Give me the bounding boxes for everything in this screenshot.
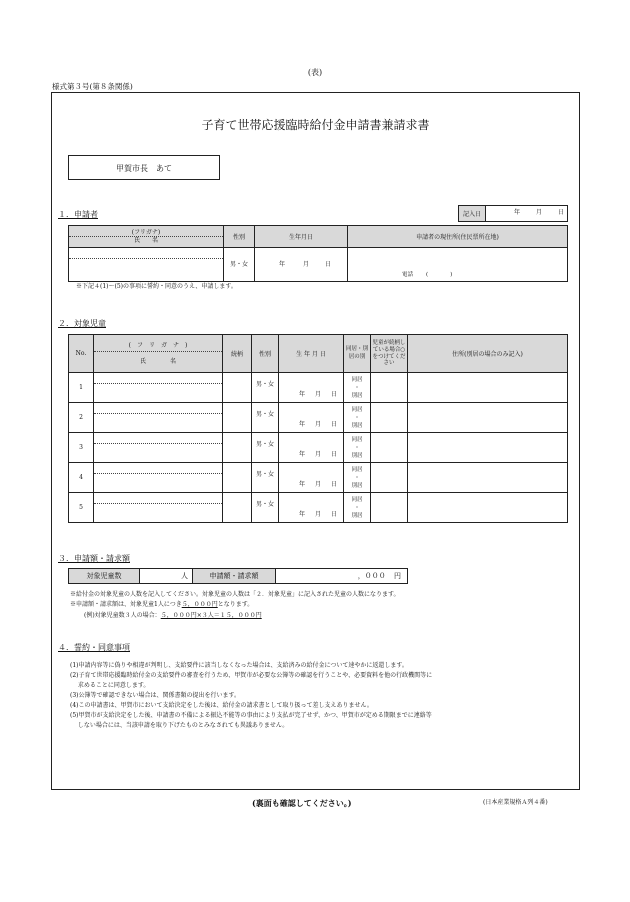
child-birth-year-unit: 年	[299, 511, 306, 518]
child-row	[69, 493, 568, 523]
child-count-field[interactable]	[140, 569, 193, 584]
child-name-label: 氏 名	[139, 358, 176, 365]
child-relation-field[interactable]	[223, 463, 252, 493]
child-no: 5	[69, 493, 94, 523]
child-cohabit-field[interactable]	[344, 403, 371, 433]
phone-label: 電話	[402, 272, 414, 278]
child-gender-field[interactable]: 男・女	[252, 373, 279, 403]
children-table	[68, 334, 568, 523]
back-page-note: (裏面も確認してください。)	[252, 798, 352, 808]
child-sibling-header: 児童が続柄している場合○をつけてください	[371, 335, 408, 373]
child-birth-year-unit: 年	[299, 481, 306, 488]
child-address-field[interactable]	[408, 403, 568, 433]
child-row	[69, 373, 568, 403]
child-address-field[interactable]	[408, 433, 568, 463]
cohabit-separator: ・	[354, 384, 360, 391]
child-address-header: 住所(別居の場合のみ記入)	[408, 335, 568, 373]
child-birth-header: 生 年 月 日	[279, 335, 344, 373]
child-birth-day-unit: 日	[331, 511, 338, 518]
amount-note-2	[70, 601, 253, 609]
amount-table	[68, 568, 408, 584]
section4-heading: ４．誓約・同意事項	[58, 643, 130, 652]
pledge-item-5-cont: しない場合には、当該申請を取り下げたものとみなされても異議ありません。	[70, 722, 289, 729]
child-count-label: 対象児童数	[69, 569, 140, 584]
child-cohabit-field[interactable]	[344, 463, 371, 493]
child-row	[69, 433, 568, 463]
cohabit-option-together: 同居	[351, 436, 363, 443]
applicant-name-field[interactable]	[69, 248, 224, 282]
child-birth-field[interactable]	[279, 403, 344, 433]
cohabit-option-apart: 別居	[351, 422, 363, 429]
child-no: 2	[69, 403, 94, 433]
section2-heading: ２．対象児童	[58, 319, 106, 328]
child-no: 3	[69, 433, 94, 463]
section3-heading: ３．申請額・請求額	[58, 554, 130, 563]
child-birth-month-unit: 月	[315, 481, 322, 488]
date-unit-day: 日	[558, 209, 565, 216]
child-relation-header: 続柄	[223, 335, 252, 373]
child-gender-header: 性別	[252, 335, 279, 373]
cohabit-separator: ・	[354, 474, 360, 481]
date-unit-year: 年	[514, 209, 521, 216]
amount-unit: 円	[394, 571, 401, 580]
cohabit-separator: ・	[354, 504, 360, 511]
applicant-name-header	[69, 226, 224, 248]
child-row	[69, 403, 568, 433]
child-birth-field[interactable]	[279, 493, 344, 523]
child-birth-month-unit: 月	[315, 421, 322, 428]
section1-heading: １．申請者	[58, 210, 98, 219]
pledge-list	[70, 661, 432, 731]
child-name-field[interactable]	[94, 463, 223, 493]
child-gender-field[interactable]: 男・女	[252, 433, 279, 463]
applicant-gender-field[interactable]: 男・女	[224, 248, 255, 282]
header-furigana: (フリガナ)	[69, 229, 223, 238]
child-furigana-header: ( フ リ ガ ナ )	[94, 342, 222, 353]
child-row	[69, 463, 568, 493]
child-relation-field[interactable]	[223, 403, 252, 433]
child-sibling-field[interactable]	[371, 463, 408, 493]
pledge-item-4: (4)この申請書は、甲賀市において支給決定をした後は、給付金の請求書として取り扱って差し支えありません。	[70, 702, 373, 709]
child-birth-month-unit: 月	[315, 391, 322, 398]
child-name-field[interactable]	[94, 433, 223, 463]
child-cohabit-field[interactable]	[344, 373, 371, 403]
amount-note-2-post: となります。	[217, 601, 254, 608]
child-birth-year-unit: 年	[299, 421, 306, 428]
pledge-item-5: (5)甲賀市が支給決定をした後、申請書の不備による振込不能等の事由により支払が完了せず、かつ、甲賀市が定める期限までに連絡等	[70, 712, 432, 719]
child-name-field[interactable]	[94, 373, 223, 403]
child-gender-field[interactable]: 男・女	[252, 493, 279, 523]
cohabit-option-apart: 別居	[351, 392, 363, 399]
cohabit-separator: ・	[354, 414, 360, 421]
date-unit-month: 月	[536, 209, 543, 216]
birth-unit-year: 年	[279, 261, 286, 268]
amount-value: ，０００	[357, 571, 386, 580]
addressee-box: 甲賀市長 あて	[68, 155, 220, 180]
child-birth-day-unit: 日	[331, 391, 338, 398]
birth-unit-day: 日	[325, 261, 332, 268]
child-relation-field[interactable]	[223, 373, 252, 403]
cohabit-separator: ・	[354, 444, 360, 451]
child-name-field[interactable]	[94, 493, 223, 523]
child-address-field[interactable]	[408, 463, 568, 493]
child-sibling-field[interactable]	[371, 373, 408, 403]
page-title: 子育て世帯応援臨時給付金申請書兼請求書	[201, 118, 430, 132]
child-birth-field[interactable]	[279, 433, 344, 463]
header-name: 氏 名	[133, 237, 158, 244]
child-no: 1	[69, 373, 94, 403]
applicant-address-field[interactable]	[348, 248, 568, 282]
child-gender-field[interactable]: 男・女	[252, 403, 279, 433]
amount-note-2-amount: ５，０００円	[181, 601, 218, 608]
form-number: 様式第３号(第８条関係)	[52, 82, 133, 91]
amount-example-calc: ５，０００円×３人＝１５，０００円	[160, 612, 262, 619]
applicant-note: ※下記４(1)～(5)の事項に誓約・同意のうえ、申請します。	[76, 283, 237, 290]
pledge-item-2-cont: 求めることに同意します。	[70, 682, 150, 689]
pledge-item-1: (1)申請内容等に偽りや相違が判明し、支給要件に該当しなくなった場合は、支給済みの給付金について速やかに返還します。	[70, 662, 408, 669]
child-name-header	[94, 335, 223, 373]
amount-field[interactable]	[276, 569, 408, 584]
phone-field[interactable]: ( )	[426, 272, 453, 278]
child-no: 4	[69, 463, 94, 493]
child-birth-day-unit: 日	[331, 481, 338, 488]
paper-size-note: (日本産業規格Ａ列４番)	[483, 799, 548, 806]
cohabit-option-apart: 別居	[351, 482, 363, 489]
amount-note-1: ※給付金の対象児童の人数を記入してください。対象児童の人数は「２．対象児童」に記入された児童の人数になります。	[70, 591, 400, 598]
amount-label: 申請額・請求額	[193, 569, 276, 584]
birth-unit-month: 月	[303, 261, 310, 268]
applicant-address-header: 申請者の現住所(住民票所在地)	[348, 226, 568, 248]
child-birth-day-unit: 日	[331, 421, 338, 428]
cohabit-option-together: 同居	[351, 406, 363, 413]
child-birth-year-unit: 年	[299, 391, 306, 398]
child-address-field[interactable]	[408, 493, 568, 523]
child-sibling-field[interactable]	[371, 403, 408, 433]
child-birth-field[interactable]	[279, 373, 344, 403]
pledge-item-2: (2)子育て世帯応援臨時給付金の支給要件の審査を行うため、甲賀市が必要な公簿等の確認を行うことや、必要資料を他の行政機関等に	[70, 672, 433, 679]
child-cohabit-header: 同居・別居の別	[344, 335, 371, 373]
child-no-header: No.	[69, 335, 94, 373]
entry-date-label: 記入日	[459, 206, 486, 222]
applicant-gender-header: 性別	[224, 226, 255, 248]
cohabit-option-apart: 別居	[351, 512, 363, 519]
amount-example	[84, 612, 262, 620]
child-birth-field[interactable]	[279, 463, 344, 493]
child-name-field[interactable]	[94, 403, 223, 433]
child-address-field[interactable]	[408, 373, 568, 403]
child-relation-field[interactable]	[223, 433, 252, 463]
child-gender-field[interactable]: 男・女	[252, 463, 279, 493]
child-count-unit: 人	[181, 571, 188, 580]
entry-date-field[interactable]	[486, 206, 568, 222]
child-birth-year-unit: 年	[299, 451, 306, 458]
page-side-label: (表)	[307, 68, 323, 77]
child-relation-field[interactable]	[223, 493, 252, 523]
applicant-birth-header: 生年月日	[255, 226, 348, 248]
applicant-table	[68, 225, 568, 282]
applicant-birth-field[interactable]	[255, 248, 348, 282]
child-cohabit-field[interactable]	[344, 493, 371, 523]
entry-date-box	[458, 205, 568, 222]
child-sibling-field[interactable]	[371, 433, 408, 463]
child-sibling-field[interactable]	[371, 493, 408, 523]
amount-note-2-pre: ※申請額・請求額は、対象児童1人につき	[70, 601, 182, 608]
amount-example-pre: (例)対象児童数３人の場合：	[84, 612, 161, 619]
cohabit-option-apart: 別居	[351, 452, 363, 459]
child-cohabit-field[interactable]	[344, 433, 371, 463]
cohabit-option-together: 同居	[351, 466, 363, 473]
child-birth-day-unit: 日	[331, 451, 338, 458]
cohabit-option-together: 同居	[351, 496, 363, 503]
pledge-item-3: (3)公簿等で確認できない場合は、関係書類の提出を行います。	[70, 692, 241, 699]
child-birth-month-unit: 月	[315, 451, 322, 458]
cohabit-option-together: 同居	[351, 376, 363, 383]
child-birth-month-unit: 月	[315, 511, 322, 518]
